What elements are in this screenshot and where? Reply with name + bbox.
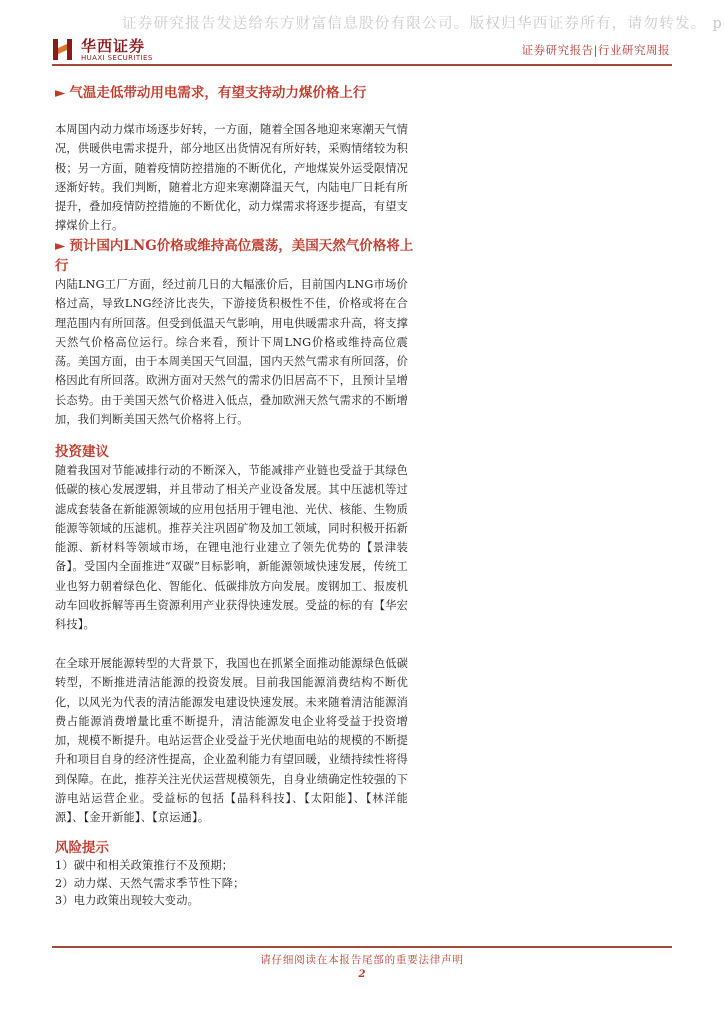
risk-item: 1）碳中和相关政策推行不及预期；	[55, 859, 234, 872]
logo-english-name: HUAXI SECURITIES	[81, 54, 153, 62]
header-divider	[52, 64, 672, 66]
paragraph-lng: 内陆LNG工厂方面，经过前几日的大幅涨价后，目前国内LNG市场价格过高，导致LNG经济比丧失，下游接货积极性不佳，价格或将在合理范围内有所回落。但受到低温天气影响，用电供暖需求升高，将支撑天然气价格高位运行。综合来看，预计下周LNG价格或维持高位震荡。美国方面，由于本周美国天气回温，国内天然气需求有所回落，价格因此有所回落。欧洲方面对天然气的需求仍旧居高不下，且预计呈增长态势。由于美国天然气价格进入低点，叠加欧洲天然气需求的不断增加，我们判断美国天然气价格将上行。	[55, 278, 409, 427]
section-title-coal-text: 气温走低带动用电需求，有望支持动力煤价格上行	[69, 85, 367, 101]
bullet-arrow-icon: ►	[55, 238, 66, 254]
report-type-label: 证券研究报告|行业研究周报	[521, 43, 670, 57]
page-number: 2	[358, 969, 366, 980]
section-title-lng	[55, 236, 415, 276]
watermark-text: 证券研究报告发送给东方财富信息股份有限公司。版权归华西证券所有，请勿转发。 p	[122, 16, 724, 32]
paragraph-investment-1: 随着我国对节能减排行动的不断深入，节能减排产业链也受益于其绿色低碳的核心发展逻辑，并且带动了相关产业设备发展。其中压滤机等过滤成套装备在新能源领域的应用包括用于锂电池、光伏、核能、生物质能源等领域的压滤机。推荐关注巩固矿物及加工领域，同时积极开拓新能源、新材料等领域市场，在锂电池行业建立了领先优势的【景津装备】。受国内全面推进“双碳”目标影响，新能源领域快速发展，传统工业也努力朝着绿色化、智能化、低碳排放方向发展。废钢加工、报废机动车回收拆解等再生资源利用产业获得快速发展。受益的标的有【华宏科技】。	[55, 464, 409, 632]
footer-divider	[52, 946, 672, 948]
paragraph-coal: 本周国内动力煤市场逐步好转，一方面，随着全国各地迎来寒潮天气情况，供暖供电需求提升，部分地区出货情况有所好转，采购情绪较为积极；另一方面，随着疫情防控措施的不断优化，产地煤炭外运受限情况逐渐好转。我们判断，随着北方迎来寒潮降温天气，内陆电厂日耗有所提升，叠加疫情防控措施的不断优化，动力煤需求将逐步提高，有望支撑煤价上行。	[55, 123, 409, 233]
logo-chinese-name: 华西证券	[81, 37, 146, 55]
section-title-coal	[55, 83, 415, 103]
section-title-risk: 风险提示	[55, 840, 109, 856]
risk-list	[55, 857, 245, 910]
section-title-investment: 投资建议	[55, 444, 109, 460]
bullet-arrow-icon: ►	[55, 85, 66, 101]
risk-item: 3）电力政策出现较大变动。	[55, 894, 199, 907]
paragraph-investment-2: 在全球开展能源转型的大背景下，我国也在抓紧全面推动能源绿色低碳转型，不断推进清洁能源的投资发展。目前我国能源消费结构不断优化，以风光为代表的清洁能源发电建设快速发展。未来随着清洁能源消费占能源消费增量比重不断提升，清洁能源发电企业将受益于投资增加，规模不断提升。电站运营企业受益于光伏地面电站的规模的不断提升和项目自身的经济性提高，企业盈利能力有望回暖，业绩持续性将得到保障。在此，推荐关注光伏运营规模领先，自身业绩确定性较强的下游电站运营企业。受益标的包括【晶科科技】、【太阳能】、【林洋能源】、【金开新能】、【京运通】。	[55, 657, 409, 825]
section-title-lng-text: 预计国内LNG价格或维持高位震荡，美国天然气价格将上行	[55, 238, 414, 274]
legal-notice: 请仔细阅读在本报告尾部的重要法律声明	[260, 954, 464, 966]
risk-item: 2）动力煤、天然气需求季节性下降；	[55, 876, 245, 890]
huaxi-logo-icon	[52, 36, 74, 62]
